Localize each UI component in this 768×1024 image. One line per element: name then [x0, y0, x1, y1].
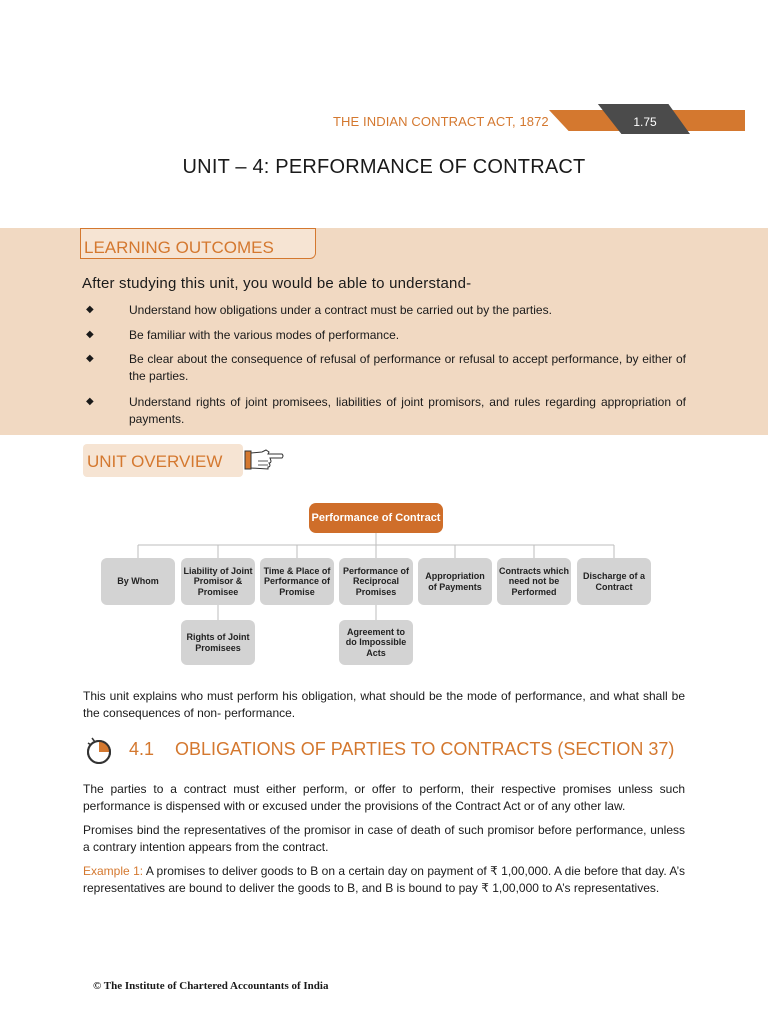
diamond-bullet-icon: ◆: [86, 304, 94, 315]
running-title: THE INDIAN CONTRACT ACT, 1872: [333, 114, 549, 129]
unit-overview-heading: UNIT OVERVIEW: [87, 452, 223, 471]
chart-node: Contracts which need not be Performed: [497, 558, 571, 605]
unit-title: UNIT – 4: PERFORMANCE OF CONTRACT: [182, 156, 586, 178]
section-number: 4.1: [129, 739, 155, 759]
learning-outcomes-heading-box: [80, 228, 316, 259]
chart-node: Time & Place of Performance of Promise: [260, 558, 334, 605]
diamond-bullet-icon: ◆: [86, 353, 94, 364]
clock-section-icon: [83, 735, 115, 767]
diamond-bullet-icon: ◆: [86, 396, 94, 407]
section-title: OBLIGATIONS OF PARTIES TO CONTRACTS (SECTION 37): [175, 739, 675, 759]
chart-node: Liability of Joint Promisor & Promisee: [181, 558, 255, 605]
outcome-item: Understand how obligations under a contract must be carried out by the parties.: [129, 303, 552, 317]
example-text: A promises to deliver goods to B on a certain day on payment of ₹ 1,00,000. A die before that day. A’s representatives are bound to deliver the goods to B, and B is bound to pay ₹ 1,00,000 to A’s representatives.: [83, 864, 685, 895]
section-paragraph: Promises bind the representatives of the promisor in case of death of such promisor before performance, unless a contrary intention appears from the contract.: [83, 823, 685, 854]
learning-outcomes-heading: LEARNING OUTCOMES: [84, 238, 274, 257]
outcome-item: Understand rights of joint promisees, liabilities of joint promisors, and rules regarding appropriation of payments.: [129, 395, 686, 426]
overview-summary: This unit explains who must perform his obligation, what should be the mode of performance, and what shall be the consequences of non- performance.: [83, 689, 685, 720]
chart-node: Appropriation of Payments: [418, 558, 492, 605]
chart-root-node: Performance of Contract: [309, 503, 443, 533]
outcome-item: Be clear about the consequence of refusal of performance or refusal to accept performance, by either of the parties.: [129, 352, 686, 383]
chart-subnode: Rights of Joint Promisees: [181, 620, 255, 665]
chart-node: By Whom: [101, 558, 175, 605]
chart-node: Discharge of a Contract: [577, 558, 651, 605]
learning-outcomes-intro: After studying this unit, you would be able to understand-: [82, 275, 472, 292]
example-label: Example 1:: [83, 864, 144, 878]
outcome-item: Be familiar with the various modes of performance.: [129, 328, 400, 342]
copyright-footer: © The Institute of Chartered Accountants of India: [93, 980, 329, 992]
diamond-bullet-icon: ◆: [86, 329, 94, 340]
chart-subnode: Agreement to do Impossible Acts: [339, 620, 413, 665]
pointing-hand-icon: [244, 448, 284, 472]
page-number: 1.75: [633, 115, 657, 129]
example-paragraph: [83, 863, 685, 897]
chart-node: Performance of Reciprocal Promises: [339, 558, 413, 605]
section-paragraph: The parties to a contract must either perform, or offer to perform, their respective promises unless such performance is dispensed with or excused under the provisions of the Contract Act or of any other law.: [83, 782, 685, 813]
